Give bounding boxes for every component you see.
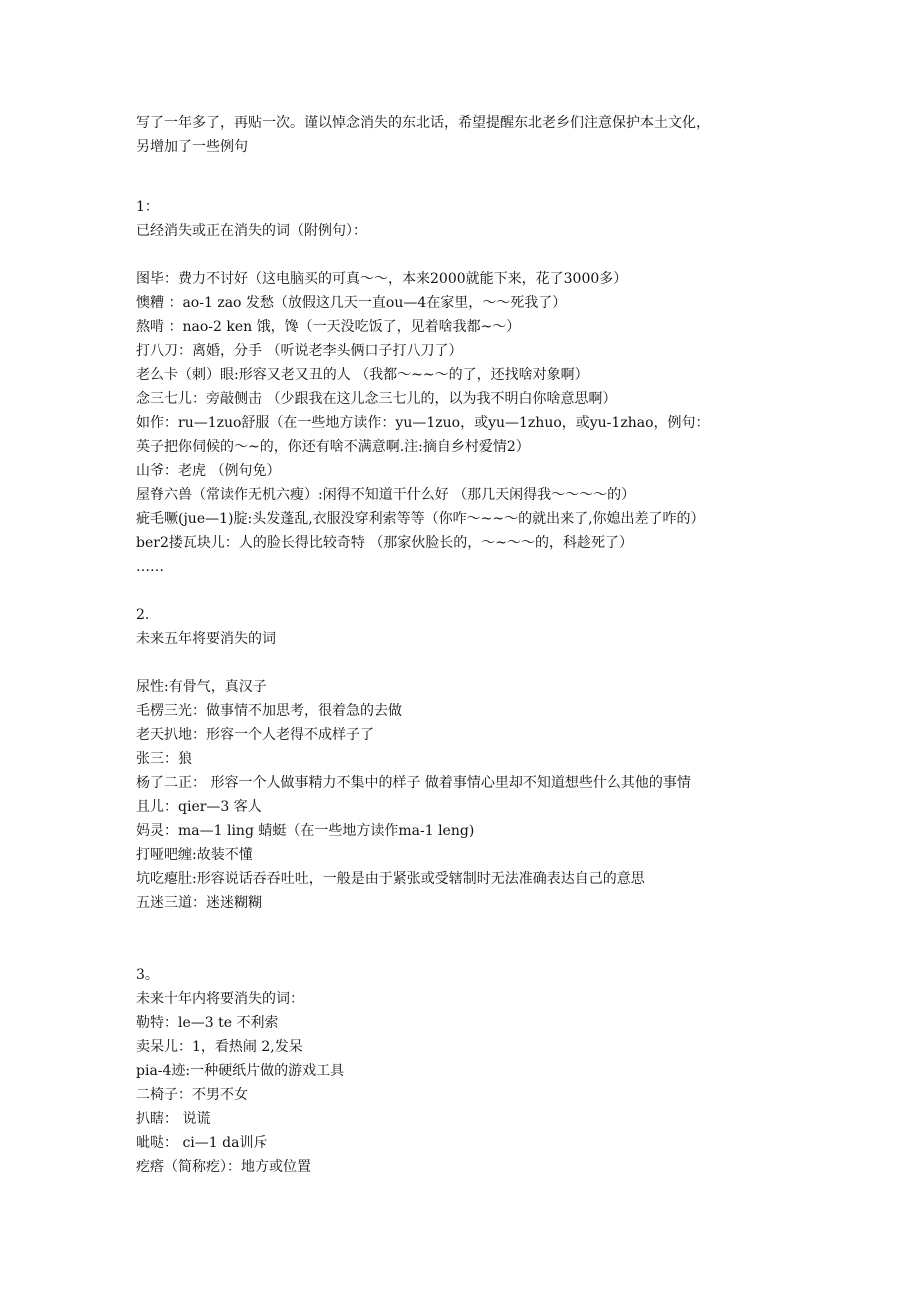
list-item: 如作：ru—1zuo舒服（在一些地方读作：yu—1zuo，或yu—1zhuo，或yu-1zhao，例句： — [136, 415, 710, 431]
list-item: 毛楞三光：做事情不加思考，很着急的去做 — [136, 703, 402, 719]
intro-line: 写了一年多了，再贴一次。谨以悼念消失的东北话，希望提醒东北老乡们注意保护本土文化， — [136, 115, 710, 131]
list-item: pia-4迹:一种硬纸片做的游戏工具 — [136, 1063, 345, 1079]
section-number: 1： — [136, 199, 159, 215]
list-item: 屋脊六兽（常读作无机六瘦）:闲得不知道干什么好 （那几天闲得我～～～～的） — [136, 487, 636, 503]
section-heading: 已经消失或正在消失的词（附例句）： — [136, 223, 367, 239]
list-item: ber2搂瓦块儿：人的脸长得比较奇特 （那家伙脸长的，～~～～的，科趁死了） — [136, 535, 634, 551]
list-item: 图毕：费力不讨好（这电脑买的可真～～，本来2000就能下来，花了3000多） — [136, 271, 628, 287]
list-item: 熬啃 ：nao-2 ken 饿，馋（一天没吃饭了，见着啥我都~～） — [136, 319, 521, 335]
list-item: 疵毛噘(jue—1)腚:头发蓬乱,衣服没穿利索等等（你咋～~~～的就出来了,你媳出差了咋的） — [136, 511, 705, 527]
list-item: 打哑吧缠:故装不懂 — [136, 847, 253, 863]
list-item: 杨了二正： 形容一个人做事精力不集中的样子 做着事情心里却不知道想些什么其他的事情 — [136, 775, 691, 791]
list-item: 勒特：le—3 te 不利索 — [136, 1015, 279, 1031]
ellipsis: …… — [136, 559, 164, 575]
list-item: 山爷：老虎 （例句免） — [136, 463, 281, 479]
section-number: 3。 — [136, 967, 159, 983]
list-item: 英子把你伺候的～~的，你还有啥不满意啊.注:摘自乡村爱情2） — [136, 439, 530, 455]
list-item: 老么卡（刺）眼:形容又老又丑的人 （我都～~~～的了，还找啥对象啊） — [136, 367, 589, 383]
list-item: 坑吃瘪肚:形容说话吞吞吐吐，一般是由于紧张或受辖制时无法准确表达自己的意思 — [136, 871, 645, 887]
document-body — [136, 111, 816, 1179]
list-item: 老天扒地：形容一个人老得不成样子了 — [136, 727, 374, 743]
list-item: 妈灵：ma—1 ling 蜻蜓（在一些地方读作ma-1 leng) — [136, 823, 475, 839]
list-item: 疙瘩（简称疙）：地方或位置 — [136, 1159, 311, 1175]
list-item: 呲哒： ci—1 da训斥 — [136, 1135, 268, 1151]
section-heading: 未来五年将要消失的词 — [136, 631, 276, 647]
section-number: 2. — [136, 607, 150, 623]
list-item: 打八刀：离婚，分手 （听说老李头俩口子打八刀了） — [136, 343, 463, 359]
list-item: 且儿：qier—3 客人 — [136, 799, 262, 815]
list-item: 尿性:有骨气，真汉子 — [136, 679, 267, 695]
section-heading: 未来十年内将要消失的词： — [136, 991, 304, 1007]
intro-line: 另增加了一些例句 — [136, 139, 248, 155]
list-item: 二椅子：不男不女 — [136, 1087, 248, 1103]
list-item: 懊糟 ：ao-1 zao 发愁（放假这几天一直ou—4在家里，～～死我了） — [136, 295, 567, 311]
list-item: 五迷三道：迷迷糊糊 — [136, 895, 262, 911]
list-item: 卖呆儿：1，看热闹 2,发呆 — [136, 1039, 303, 1055]
list-item: 念三七儿：旁敲侧击 （少跟我在这儿念三七儿的，以为我不明白你啥意思啊） — [136, 391, 617, 407]
list-item: 张三：狼 — [136, 751, 192, 767]
list-item: 扒瞎： 说谎 — [136, 1111, 211, 1127]
